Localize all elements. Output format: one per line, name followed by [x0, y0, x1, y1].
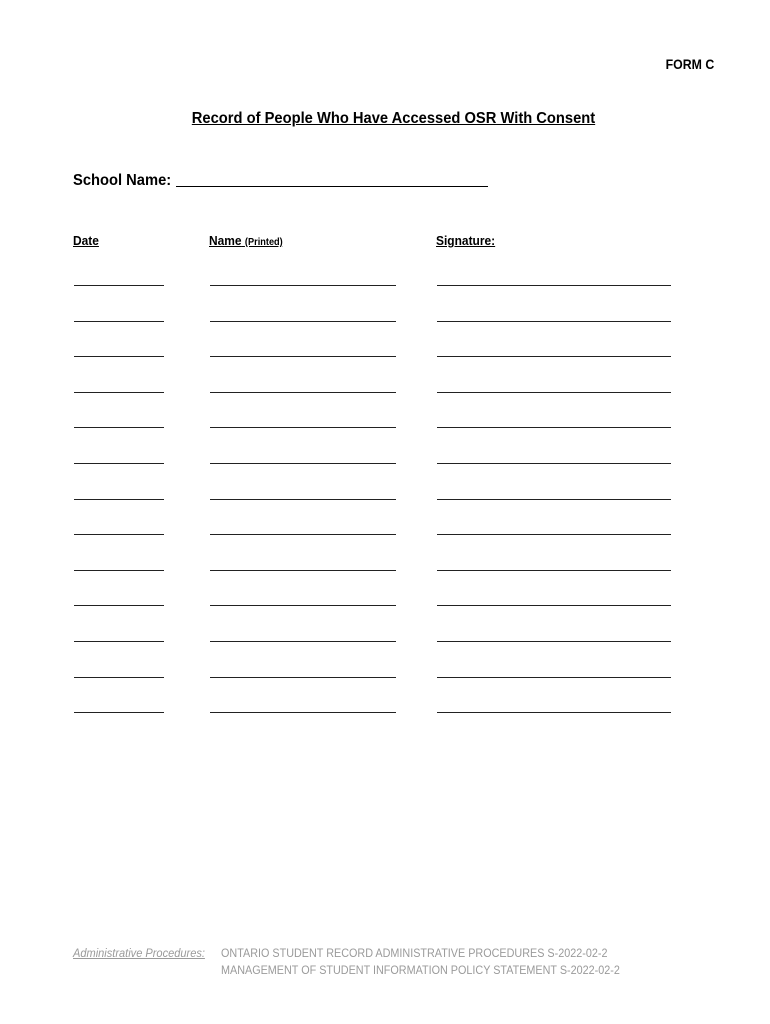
name-blank-field[interactable] [210, 321, 396, 322]
signature-blank-field[interactable] [437, 463, 671, 464]
name-blank-field[interactable] [210, 392, 396, 393]
name-blank-field[interactable] [210, 605, 396, 606]
entry-row [0, 712, 770, 732]
school-name-field[interactable] [176, 186, 488, 187]
date-blank-field[interactable] [74, 570, 164, 571]
entry-row [0, 605, 770, 625]
name-blank-field[interactable] [210, 641, 396, 642]
date-blank-field[interactable] [74, 641, 164, 642]
name-blank-field[interactable] [210, 677, 396, 678]
signature-column-header [436, 233, 495, 248]
entry-row [0, 285, 770, 305]
name-header-label: Name [209, 233, 242, 248]
date-blank-field[interactable] [74, 392, 164, 393]
name-blank-field[interactable] [210, 534, 396, 535]
name-column-header [209, 233, 283, 248]
signature-blank-field[interactable] [437, 427, 671, 428]
footer-label: Administrative Procedures: [73, 946, 205, 960]
footer-reference-line-2: MANAGEMENT OF STUDENT INFORMATION POLICY STATEMENT S-2022-02-2 [221, 963, 620, 977]
date-blank-field[interactable] [74, 463, 164, 464]
date-blank-field[interactable] [74, 499, 164, 500]
date-blank-field[interactable] [74, 321, 164, 322]
name-blank-field[interactable] [210, 356, 396, 357]
date-blank-field[interactable] [74, 534, 164, 535]
entry-row [0, 463, 770, 483]
signature-blank-field[interactable] [437, 570, 671, 571]
entry-row [0, 356, 770, 376]
signature-blank-field[interactable] [437, 641, 671, 642]
date-blank-field[interactable] [74, 427, 164, 428]
date-header-label: Date [73, 233, 99, 248]
name-blank-field[interactable] [210, 427, 396, 428]
form-identifier: FORM C [665, 56, 714, 72]
entry-row [0, 499, 770, 519]
entry-row [0, 641, 770, 661]
entry-row [0, 392, 770, 412]
entry-row [0, 321, 770, 341]
signature-header-label: Signature: [436, 233, 496, 248]
signature-blank-field[interactable] [437, 285, 671, 286]
school-name-row [73, 172, 180, 190]
date-blank-field[interactable] [74, 356, 164, 357]
signature-blank-field[interactable] [437, 499, 671, 500]
date-blank-field[interactable] [74, 285, 164, 286]
signature-blank-field[interactable] [437, 605, 671, 606]
signature-blank-field[interactable] [437, 677, 671, 678]
signature-blank-field[interactable] [437, 321, 671, 322]
date-blank-field[interactable] [74, 605, 164, 606]
signature-blank-field[interactable] [437, 392, 671, 393]
date-column-header [73, 233, 99, 248]
entry-row [0, 427, 770, 447]
school-name-label: School Name: [73, 172, 172, 189]
signature-blank-field[interactable] [437, 356, 671, 357]
form-title: Record of People Who Have Accessed OSR With Consent [191, 110, 596, 127]
date-blank-field[interactable] [74, 677, 164, 678]
footer-reference-line-1: ONTARIO STUDENT RECORD ADMINISTRATIVE PROCEDURES S-2022-02-2 [221, 946, 608, 960]
entry-row [0, 534, 770, 554]
name-blank-field[interactable] [210, 463, 396, 464]
date-blank-field[interactable] [74, 712, 164, 713]
signature-blank-field[interactable] [437, 712, 671, 713]
name-blank-field[interactable] [210, 285, 396, 286]
name-blank-field[interactable] [210, 712, 396, 713]
entry-row [0, 677, 770, 697]
name-header-sublabel: (Printed) [244, 237, 283, 248]
name-blank-field[interactable] [210, 499, 396, 500]
entry-row [0, 570, 770, 590]
name-blank-field[interactable] [210, 570, 396, 571]
signature-blank-field[interactable] [437, 534, 671, 535]
